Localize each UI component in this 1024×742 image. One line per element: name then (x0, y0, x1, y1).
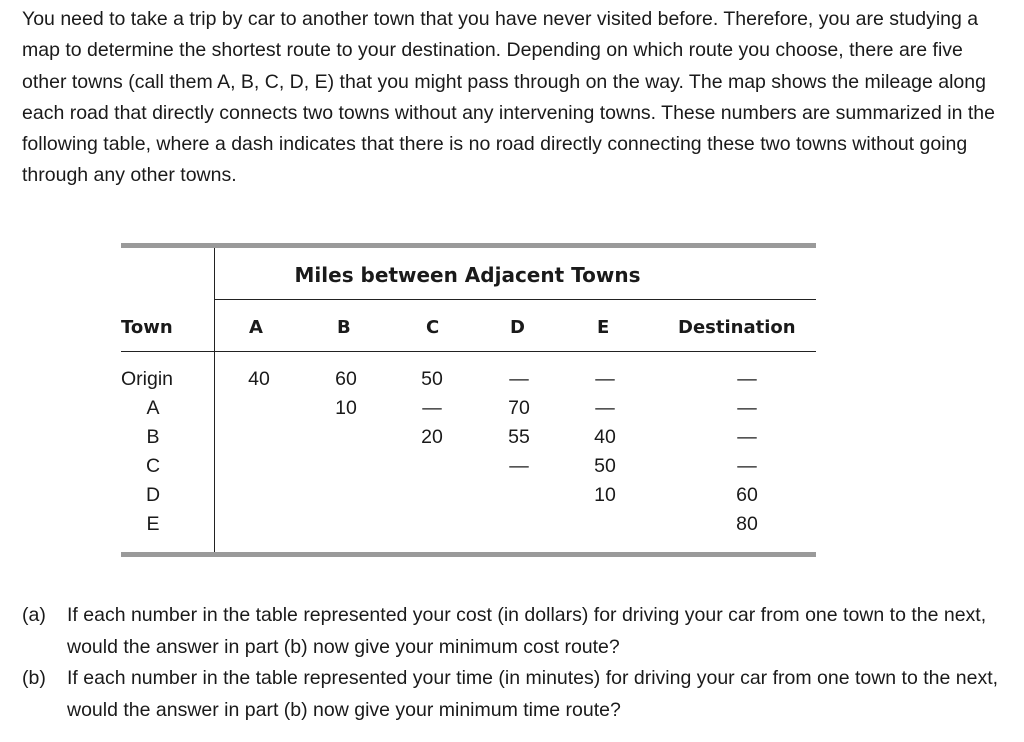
table-cell-b-e: 40 (594, 426, 616, 448)
question-a-label: (a) (22, 604, 46, 626)
table-title: Miles between Adjacent Towns (294, 263, 641, 287)
row-label-origin: Origin (121, 368, 174, 390)
row-label-a: A (146, 397, 160, 419)
table-cell-origin-d: — (509, 368, 529, 390)
table-cell-d-e: 10 (594, 484, 616, 506)
row-header-town: Town (121, 317, 173, 338)
table-title-divider (214, 299, 816, 300)
table-top-rule (121, 243, 816, 248)
column-header-b: B (337, 317, 351, 338)
table-cell-c-destination: — (737, 455, 757, 477)
column-header-a: A (249, 317, 263, 338)
row-label-d: D (145, 484, 161, 506)
table-cell-origin-e: — (595, 368, 615, 390)
table-cell-c-e: 50 (594, 455, 616, 477)
table-cell-e-destination: 80 (736, 513, 758, 535)
question-b-label: (b) (22, 667, 46, 689)
table-cell-origin-destination: — (737, 368, 757, 390)
table-cell-a-destination: — (737, 397, 757, 419)
question-b (22, 663, 1007, 726)
table-vertical-divider (214, 248, 215, 552)
table-cell-a-e: — (595, 397, 615, 419)
table-cell-c-d: — (509, 455, 529, 477)
table-cell-a-b: 10 (335, 397, 357, 419)
column-header-c: C (426, 317, 440, 338)
table-cell-origin-c: 50 (421, 368, 443, 390)
table-cell-a-d: 70 (508, 397, 530, 419)
table-header-divider (121, 351, 816, 352)
table-cell-origin-a: 40 (248, 368, 270, 390)
row-label-c: C (145, 455, 161, 477)
mileage-table (121, 243, 816, 558)
table-cell-b-d: 55 (508, 426, 530, 448)
row-label-e: E (146, 513, 160, 535)
column-header-e: E (597, 317, 610, 338)
table-cell-b-c: 20 (421, 426, 443, 448)
intro-paragraph: You need to take a trip by car to another town that you have never visited before. Therefore, you are studying a map to determine the shortest route to your destination. Depending on which route you choose, there are five other towns (call them A, B, C, D, E) that you might pass through on the way. The map shows the mileage along each road that directly connects two towns without any intervening towns. These numbers are summarized in the following table, where a dash indicates that there is no road directly connecting these two towns without going through any other towns. (22, 8, 995, 187)
table-cell-origin-b: 60 (335, 368, 357, 390)
question-a (22, 600, 1007, 663)
question-a-text: If each number in the table represented your cost (in dollars) for driving your car from one town to the next, would the answer in part (b) now give your minimum cost route? (67, 604, 987, 658)
question-b-text: If each number in the table represented your time (in minutes) for driving your car from one town to the next, would the answer in part (b) now give your minimum time route? (67, 667, 999, 721)
table-bottom-rule (121, 552, 816, 557)
table-cell-d-destination: 60 (736, 484, 758, 506)
column-header-d: D (510, 317, 525, 338)
questions-list (22, 600, 1007, 726)
table-cell-b-destination: — (737, 426, 757, 448)
column-header-destination: Destination (678, 317, 796, 338)
table-cell-a-c: — (422, 397, 442, 419)
row-label-b: B (146, 426, 160, 448)
